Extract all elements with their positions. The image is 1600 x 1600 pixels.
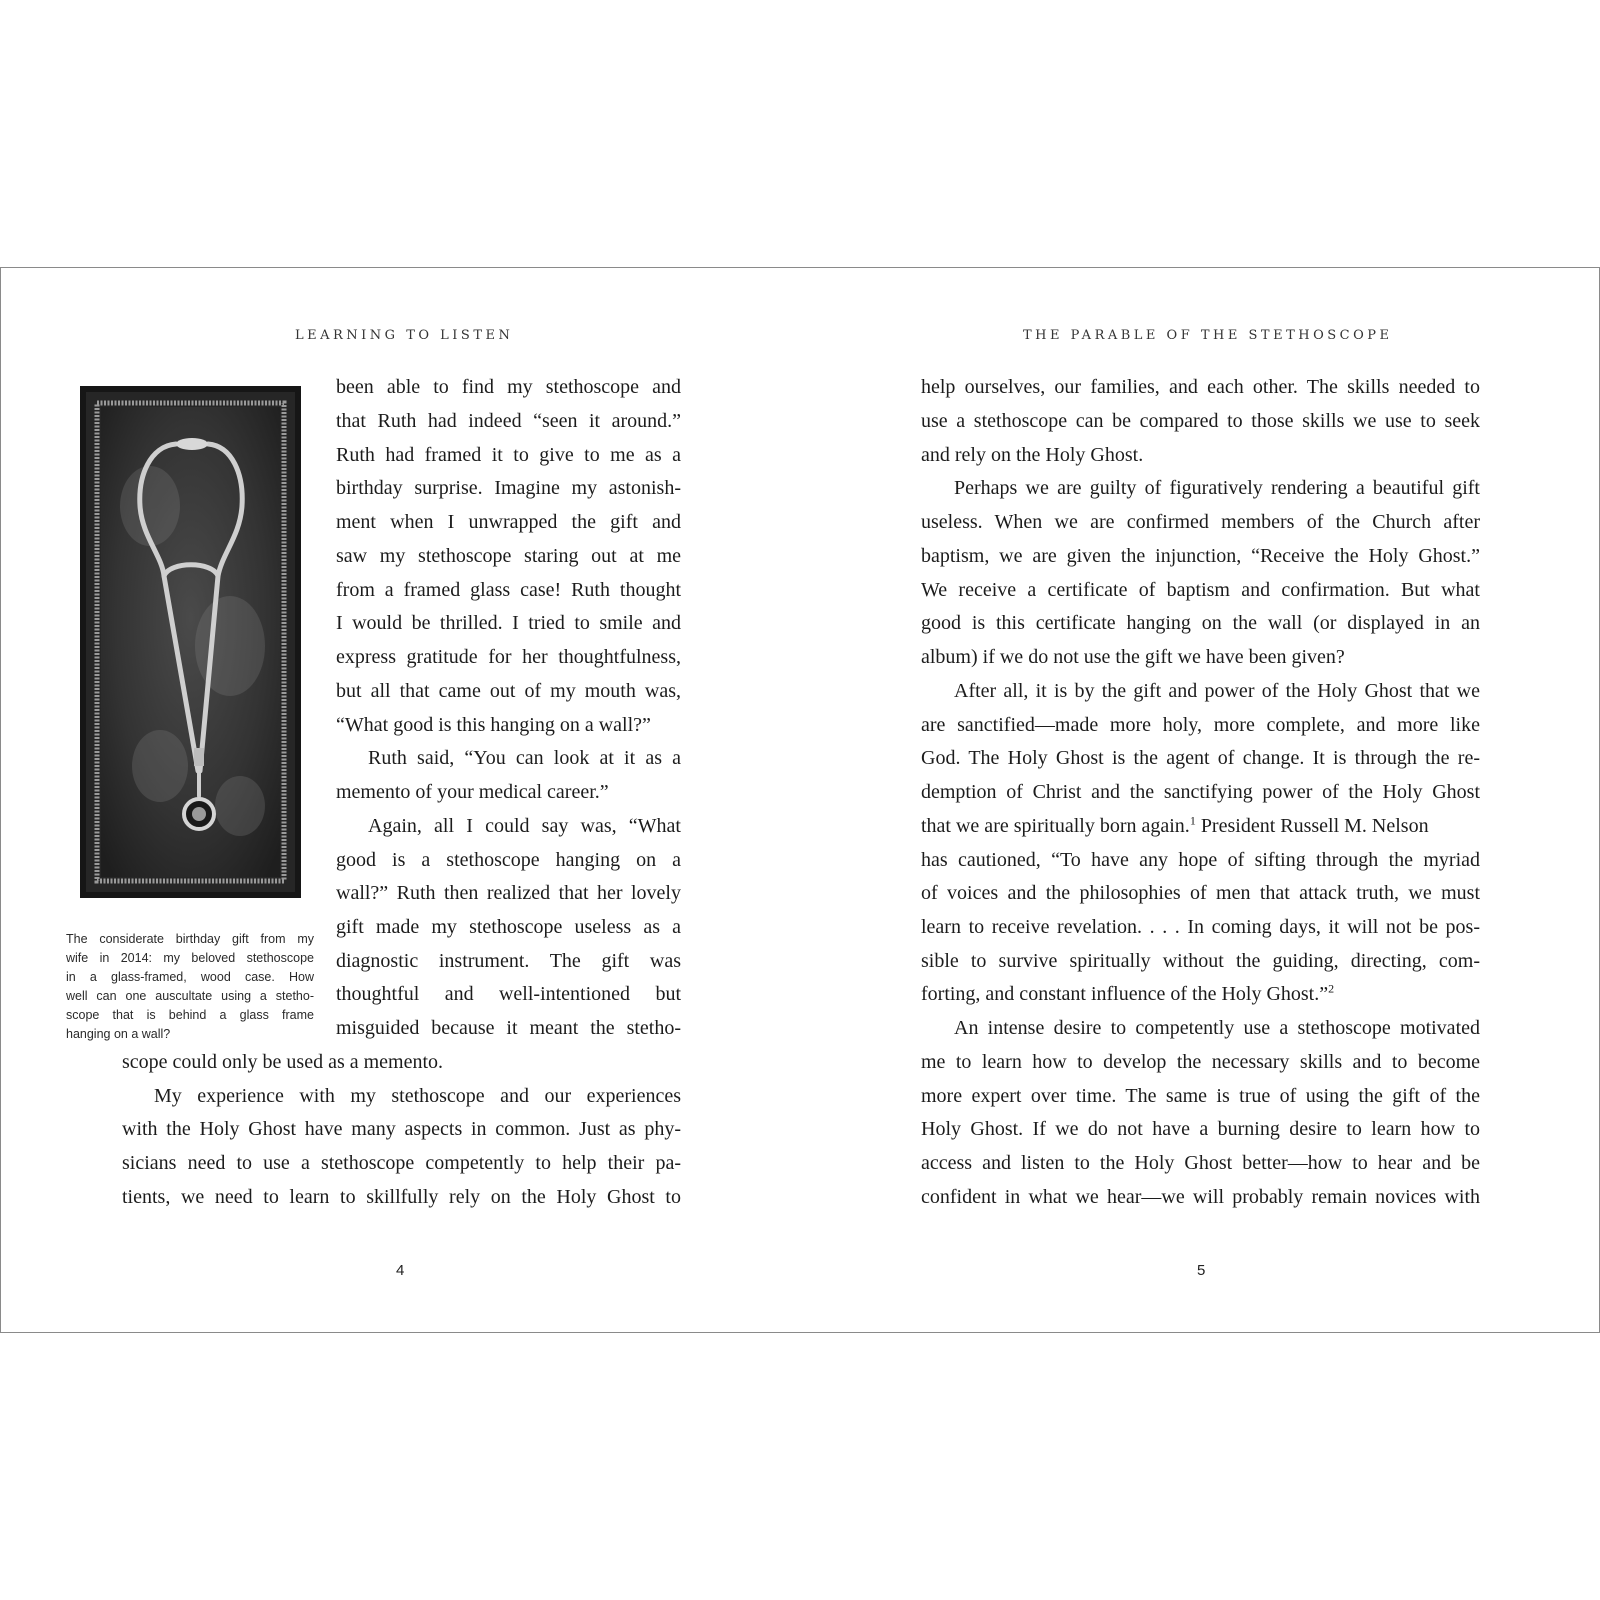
body-line: gift made my stethoscope useless as a [336,916,681,938]
caption-line: scope that is behind a glass frame [66,1008,314,1022]
body-line: God. The Holy Ghost is the agent of change. It is through the re- [921,747,1480,769]
body-line: I would be thrilled. I tried to smile and [336,612,681,634]
body-text: forting, and constant influence of the Holy Ghost.” [921,983,1329,1005]
body-line: misguided because it meant the stetho- [336,1017,681,1039]
body-line: diagnostic instrument. The gift was [336,950,681,972]
body-text: that we are spiritually born again. [921,815,1190,837]
footnote-ref: 2 [1328,981,1335,996]
body-line: has cautioned, “To have any hope of sifting through the myriad [921,849,1480,871]
book-spread [0,267,1600,1333]
body-line: Ruth had framed it to give to me as a [336,444,681,466]
body-line: that Ruth had indeed “seen it around.” [336,410,681,432]
left-running-head: LEARNING TO LISTEN [295,328,514,343]
body-line: Ruth said, “You can look at it as a [368,747,681,769]
body-line [921,977,1480,1011]
caption-line: well can one auscultate using a stetho- [66,989,314,1003]
body-line: thoughtful and well-intentioned but [336,983,681,1005]
body-line: After all, it is by the gift and power of the Holy Ghost that we [954,680,1480,702]
body-line: We receive a certificate of baptism and confirmation. But what [921,579,1480,601]
body-line: access and listen to the Holy Ghost better—how to hear and be [921,1152,1480,1174]
body-line: use a stethoscope can be compared to those skills we use to seek [921,410,1480,432]
body-line: wall?” Ruth then realized that her lovely [336,882,681,904]
body-line: me to learn how to develop the necessary skills and to become [921,1051,1480,1073]
body-line: learn to receive revelation. . . . In coming days, it will not be pos- [921,916,1480,938]
body-line [921,809,1480,843]
body-line: are sanctified—made more holy, more complete, and more like [921,714,1480,736]
body-line: scope could only be used as a memento. [122,1051,444,1073]
body-line: with the Holy Ghost have many aspects in common. Just as phy- [122,1118,681,1140]
body-line: of voices and the philosophies of men that attack truth, we must [921,882,1480,904]
body-line: “What good is this hanging on a wall?” [336,714,651,736]
body-line: sicians need to use a stethoscope competently to help their pa- [122,1152,681,1174]
body-line: album) if we do not use the gift we have been given? [921,646,1345,668]
body-line: Holy Ghost. If we do not have a burning desire to learn how to [921,1118,1480,1140]
body-line: confident in what we hear—we will probably remain novices with [921,1186,1480,1208]
body-line: demption of Christ and the sanctifying power of the Holy Ghost [921,781,1480,803]
body-line: ment when I unwrapped the gift and [336,511,681,533]
body-line: express gratitude for her thoughtfulness, [336,646,681,668]
right-running-head: THE PARABLE OF THE STETHOSCOPE [1023,328,1393,343]
left-page-number: 4 [396,1262,405,1279]
body-line: sible to survive spiritually without the guiding, directing, com- [921,950,1480,972]
body-line: useless. When we are confirmed members of the Church after [921,511,1480,533]
body-text: President Russell M. Nelson [1200,815,1429,837]
body-line: and rely on the Holy Ghost. [921,444,1144,466]
body-line: good is a stethoscope hanging on a [336,849,681,871]
body-line: My experience with my stethoscope and our experiences [154,1085,681,1107]
photo-caption [66,930,314,1044]
body-line: but all that came out of my mouth was, [336,680,681,702]
caption-line: The considerate birthday gift from my [66,932,314,946]
caption-line: wife in 2014: my beloved stethoscope [66,951,314,965]
body-line: An intense desire to competently use a stethoscope motivated [954,1017,1480,1039]
framed-stethoscope-photo [80,386,301,898]
body-line: tients, we need to learn to skillfully rely on the Holy Ghost to [122,1186,681,1208]
body-line: birthday surprise. Imagine my astonish- [336,477,681,499]
caption-line: hanging on a wall? [66,1027,171,1041]
body-line: from a framed glass case! Ruth thought [336,579,681,601]
caption-line: in a glass-framed, wood case. How [66,970,314,984]
body-line: saw my stethoscope staring out at me [336,545,681,567]
body-line: memento of your medical career.” [336,781,609,803]
body-line: Again, all I could say was, “What [368,815,681,837]
body-line: baptism, we are given the injunction, “Receive the Holy Ghost.” [921,545,1480,567]
body-line: more expert over time. The same is true of using the gift of the [921,1085,1480,1107]
footnote-ref: 1 [1189,813,1196,828]
body-line: Perhaps we are guilty of figuratively rendering a beautiful gift [954,477,1480,499]
body-line: good is this certificate hanging on the wall (or displayed in an [921,612,1480,634]
body-line: been able to find my stethoscope and [336,376,681,398]
body-line: help ourselves, our families, and each other. The skills needed to [921,376,1480,398]
right-page-number: 5 [1197,1262,1206,1279]
